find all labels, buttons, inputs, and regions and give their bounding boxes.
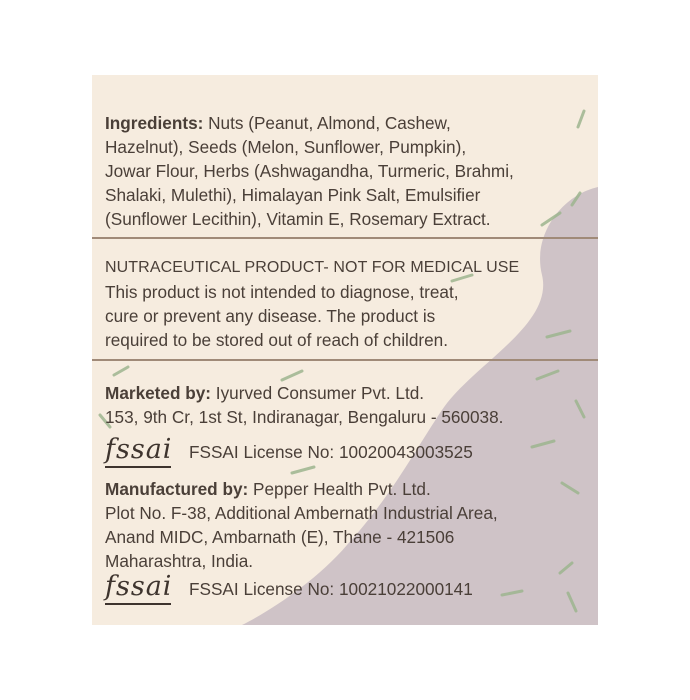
marketed-address: 153, 9th Cr, 1st St, Indiranagar, Bengaluru - 560038. — [105, 407, 504, 427]
fssai-row-marketer — [105, 433, 585, 469]
fssai-license-manufacturer: FSSAI License No: 10021022000141 — [189, 579, 473, 599]
manufactured-line-3: Anand MIDC, Ambarnath (E), Thane - 421506 — [105, 527, 455, 547]
fssai-logo: fssai — [105, 433, 172, 467]
marketed-label: Marketed by: — [105, 383, 212, 403]
nutraceutical-heading: NUTRACEUTICAL PRODUCT- NOT FOR MEDICAL USE — [105, 259, 520, 276]
manufactured-line-4: Maharashtra, India. — [105, 551, 254, 571]
label-content — [92, 75, 598, 625]
marketed-by-section — [105, 381, 591, 429]
nutraceutical-line-1: This product is not intended to diagnose, treat, — [105, 282, 459, 302]
section-divider — [92, 237, 598, 239]
label-panel — [92, 75, 598, 625]
manufactured-label: Manufactured by: — [105, 479, 249, 499]
ingredients-label: Ingredients: — [105, 113, 204, 133]
ingredients-line-4: Shalaki, Mulethi), Himalayan Pink Salt, Emulsifier — [105, 185, 481, 205]
ingredients-line-1: Ingredients: Nuts (Peanut, Almond, Cashew, — [105, 113, 451, 133]
manufactured-by-section — [105, 477, 591, 573]
ingredients-line-5: (Sunflower Lecithin), Vitamin E, Rosemary Extract. — [105, 209, 491, 229]
marketed-line-1: Marketed by: Iyurved Consumer Pvt. Ltd. — [105, 383, 425, 403]
fssai-row-manufacturer — [105, 570, 585, 606]
fssai-logo: fssai — [105, 570, 172, 604]
fssai-license-marketer: FSSAI License No: 10020043003525 — [189, 442, 473, 462]
section-divider — [92, 359, 598, 361]
ingredients-line-3: Jowar Flour, Herbs (Ashwagandha, Turmeric, Brahmi, — [105, 161, 514, 181]
manufactured-line-2: Plot No. F-38, Additional Ambernath Industrial Area, — [105, 503, 498, 523]
nutraceutical-line-3: required to be stored out of reach of children. — [105, 330, 449, 350]
nutraceutical-section — [105, 256, 591, 352]
nutraceutical-line-2: cure or prevent any disease. The product is — [105, 306, 436, 326]
ingredients-section — [105, 111, 591, 231]
manufactured-line-1: Manufactured by: Pepper Health Pvt. Ltd. — [105, 479, 431, 499]
ingredients-line-2: Hazelnut), Seeds (Melon, Sunflower, Pumpkin), — [105, 137, 467, 157]
